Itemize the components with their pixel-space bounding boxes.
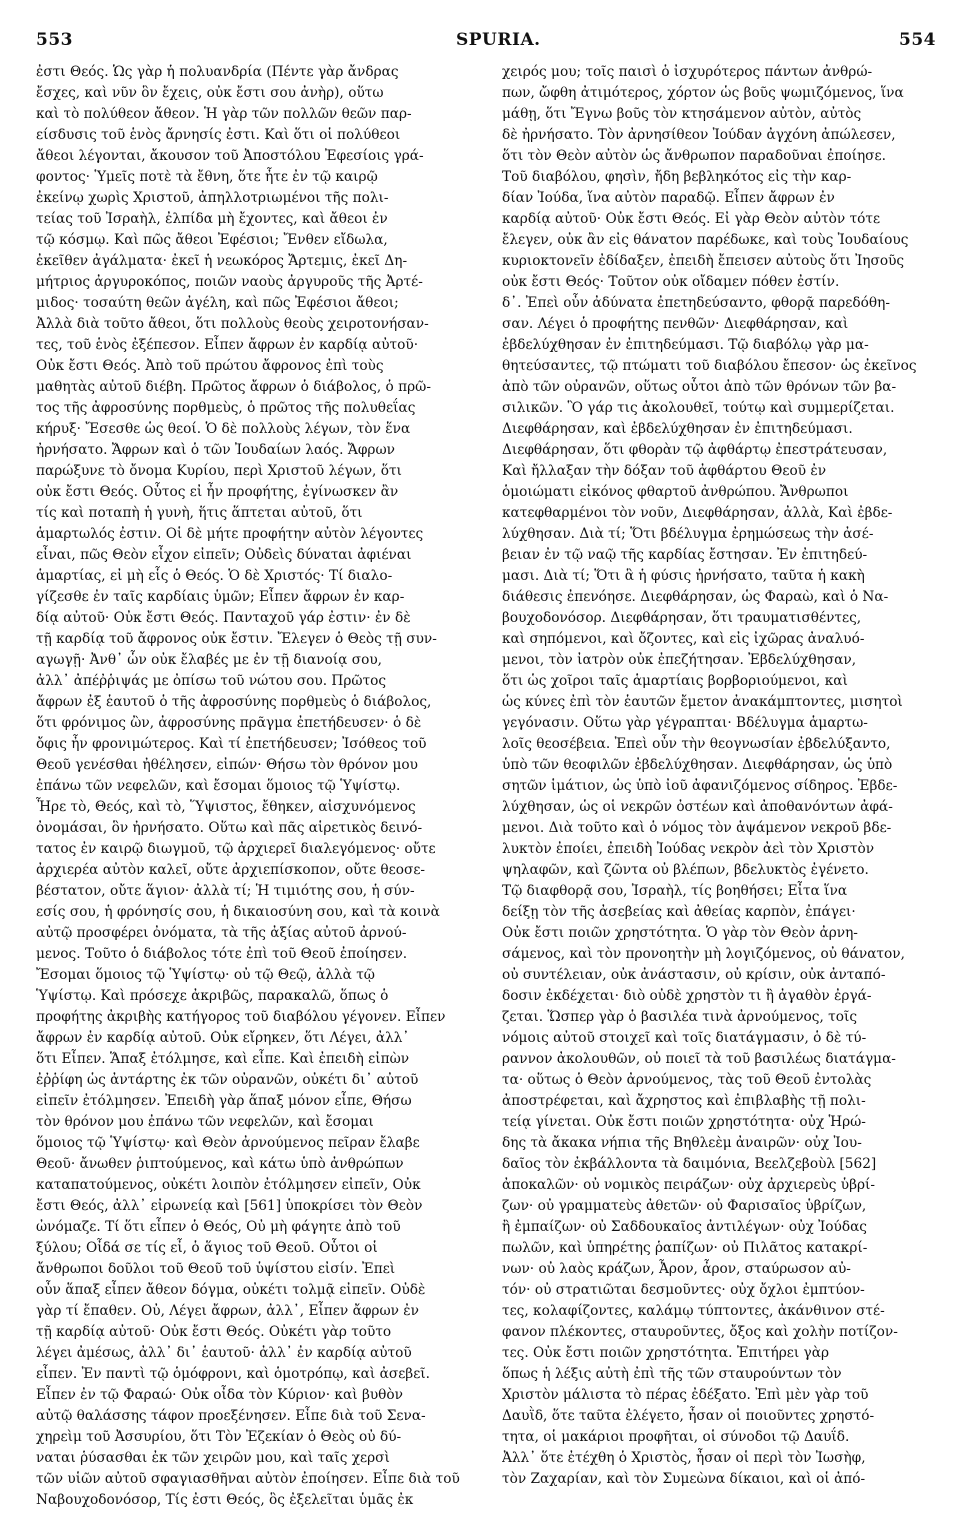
text-line: φανον πλέκοντες, σταυροῦντες, ὄξος καὶ χολὴν ποτίζον- [502,1324,898,1340]
text-line: σητῶν ἱμάτιον, ὡς ὑπὸ ἰοῦ ἀφανιζόμενος σίδηρος. Ἐβδε- [502,778,898,794]
text-line: λύχθησαν. Διὰ τί; Ὅτι βδέλυγμα ἐρημώσεως τὴν ἀσέ- [502,526,874,542]
text-line: Διεφθάρησαν, ὅτι φθορὰν τῷ ἀφθάρτῳ ἐπεστράτευσαν, [502,442,888,458]
text-line: δίᾳ αὐτοῦ· Οὐκ ἔστι Θεός. Πανταχοῦ γάρ ἐστιν· ἐν δὲ [36,610,411,626]
text-line: εἶπεν. Ἐν παντὶ τῷ ὁμόφρονι, καὶ ὁμοτρόπῳ, καὶ ἀσεβεῖ. [36,1366,431,1382]
text-line: ψηλαφῶν, καὶ ζῶντα οὐ βλέπων, βδελυκτὸς ἐγένετο. [502,862,869,878]
text-line: ἐκείνῳ χωρὶς Χριστοῦ, ἀπηλλοτριωμένοι τῆς πολι- [36,190,389,206]
text-line: τόν· οὐ στρατιῶται δεσμοῦντες· οὐχ ὄχλοι ἐμπτύον- [502,1282,865,1298]
text-line: τες, κολαφίζοντες, καλάμῳ τύπτοντες, ἀκάνθινον στέ- [502,1303,885,1319]
text-line: λύχθησαν, ὡς οἱ νεκρῶν ὀστέων καὶ ἀποθανόντων ἀφά- [502,799,893,815]
text-line: Ἦρε τὸ, Θεός, καὶ τὸ, Ὕψιστος, ἔθηκεν, αἰσχυνόμενος [36,799,416,815]
text-line: καὶ σηπόμενοι, καὶ ὄζοντες, καὶ εἰς ἰχῶρας ἀναλυό- [502,631,865,647]
text-line: καὶ τὸ πολύθεον ἄθεον. Ἡ γὰρ τῶν πολλῶν θεῶν παρ- [36,106,412,122]
text-line: τες. Οὐκ ἔστι ποιῶν χρηστότητα. Ἐπιτήρει γὰρ [502,1345,830,1361]
text-line: αὐτῷ θαλάσσης τάφον προεξένησεν. Εἶπε διὰ τοῦ Σενα- [36,1408,426,1424]
text-line: ὄφις ἦν φρονιμώτερος. Καὶ τί ἐπετήδευσεν; Ἰσόθεος τοῦ [36,736,427,752]
text-line: ὡς κύνες ἐπὶ τὸν ἑαυτῶν ἔμετον ἀνακάμπτοντες, μισητοὶ [502,694,903,710]
text-line: ἀποστρέφεται, καὶ ἄχρηστος καὶ ἐπιβλαβὴς τῇ πολι- [502,1093,866,1109]
text-line: εἰπεῖν ἐτόλμησεν. Ἐπειδὴ γὰρ ἅπαξ μόνον εἶπε, Θήσω [36,1093,412,1109]
text-line: ἁμαρτίας, εἰ μὴ εἷς ὁ Θεός. Ὁ δὲ Χριστός· Τί διαλο- [36,568,393,584]
text-line: σιλικῶν. Ὃ γάρ τις ἀκολουθεῖ, τούτῳ καὶ συμμερίζεται. [502,400,895,416]
text-line: τος τῆς ἀφροσύνης πορθμεὺς, ὁ πρῶτος τῆς πολυθεΐας [36,400,416,416]
text-line: οὐ συντέλειαν, οὐκ ἀνάστασιν, οὐ κρίσιν, οὐκ ἀνταπό- [502,967,886,983]
text-line: χειρός μου; τοῖς παισὶ ὁ ἰσχυρότερος πάντων ἀνθρώ- [502,64,873,80]
text-line: μασι. Διὰ τί; Ὅτι ἃ ἡ φύσις ἠρνήσατο, ταῦτα ἡ κακὴ [502,568,865,584]
text-line: βειαν ἐν τῷ ναῷ τῆς καρδίας ἔστησαν. Ἐν ἐπιτηδεύ- [502,547,868,563]
text-line: ὁμοιώματι εἰκόνος φθαρτοῦ ἀνθρώπου. Ἄνθρωποι [502,484,849,500]
text-line: Δαυῒδ, ὅτε ταῦτα ἐλέγετο, ἦσαν οἱ ποιοῦντες χρηστό- [502,1408,875,1424]
text-line: εσίς σου, ἡ φρόνησίς σου, ἡ δικαιοσύνη σου, καὶ τὰ κοινὰ [36,904,440,920]
text-line: ζεται. Ὥσπερ γὰρ ὁ βασιλέα τινὰ ἀρνούμενος, τοῖς [502,1009,857,1025]
text-line: τὸν θρόνον μου ἐπάνω τῶν νεφελῶν, καὶ ἔσομαι [36,1114,374,1130]
text-line: καταπατούμενος, οὐκέτι λοιπὸν ἐτόλμησεν εἰπεῖν, Οὐκ [36,1177,421,1193]
text-line: κατεφθαρμένοι τὸν νοῦν, Διεφθάρησαν, ἀλλὰ, Καὶ ἐβδε- [502,505,893,521]
text-line: Ἀλλ᾽ ὅτε ἐτέχθη ὁ Χριστὸς, ἦσαν οἱ περὶ τὸν Ἰωσὴφ, [502,1450,866,1466]
text-line: ἁμαρτωλός ἐστιν. Οἱ δὲ μήτε προφήτην αὐτὸν λέγοντες [36,526,424,542]
text-line: γεγόνασιν. Οὕτω γὰρ γέγραπται· Βδέλυγμα ἁμαρτω- [502,715,868,731]
text-line: Εἶπεν ἐν τῷ Φαραώ· Οὐκ οἶδα τὸν Κύριον· καὶ βυθὸν [36,1387,403,1403]
text-line: γὰρ τί ἔπαθεν. Οὐ, Λέγει ἄφρων, ἀλλ᾽, Εἶπεν ἄφρων ἐν [36,1303,419,1319]
text-line: ξύλου; Οἶδά σε τίς εἶ, ὁ ἅγιος τοῦ Θεοῦ. Οὗτοι οἱ [36,1240,378,1256]
text-line: Οὐκ ἔστι Θεός. Ἀπὸ τοῦ πρώτου ἄφρονος ἐπὶ τοὺς [36,358,384,374]
text-line: ὅμοιος τῷ Ὑψίστῳ· καὶ Θεὸν ἀρνούμενος πεῖραν ἔλαβε [36,1135,420,1151]
text-line: ἄθεοι λέγονται, ἄκουσον τοῦ Ἀποστόλου Ἐφεσίοις γρά- [36,148,424,164]
text-line: κήρυξ· Ἔσεσθε ὡς θεοί. Ὁ δὲ πολλοὺς λέγων, τὸν ἕνα [36,421,411,437]
text-line: καρδίᾳ αὐτοῦ· Οὐκ ἔστι Θεός. Εἰ γὰρ Θεὸν αὐτὸν τότε [502,211,881,227]
text-line: μιδος· τοσαύτη θεῶν ἀγέλη, καὶ πῶς Ἐφέσιοι ἄθεοι; [36,295,399,311]
text-line: ἐκεῖθεν ἀγάλματα· ἐκεῖ ἡ νεωκόρος Ἄρτεμις, ἐκεῖ Δη- [36,253,408,269]
text-line: διάθεσις ἐπενόησε. Διεφθάρησαν, ὡς Φαραὼ, καὶ ὁ Να- [502,589,889,605]
text-line: ζων· οὐ γραμματεὺς ἀθετῶν· οὐ Φαρισαῖος ὑβρίζων, [502,1198,867,1214]
page-header [36,30,936,54]
text-line: τῇ καρδίᾳ αὐτοῦ· Οὐκ ἔστι Θεός. Οὐκέτι γὰρ τοῦτο [36,1324,392,1340]
text-line: οὖν ἅπαξ εἶπεν ἄθεον δόγμα, οὐκέτι τολμᾷ εἰπεῖν. Οὐδὲ [36,1282,426,1298]
text-line: μάθῃ, ὅτι Ἔγνω βοῦς τὸν κτησάμενον αὐτὸν, αὐτὸς [502,106,862,122]
text-line: Θεοῦ· ἄνωθεν ῥιπτούμενος, καὶ κάτω ὑπὸ ἀνθρώπων [36,1156,404,1172]
text-line: Τοῦ διαβόλου, φησὶν, ἤδη βεβληκότος εἰς τὴν καρ- [502,169,852,185]
running-title: SPURIA. [456,30,541,50]
text-line: δείξῃ τὸν τῆς ἀσεβείας καὶ ἀθείας καρπὸν, ἐπάγει· [502,904,856,920]
text-line: ἄφρων ἐξ ἑαυτοῦ ὁ τῆς ἀφροσύνης πορθμεὺς ὁ διάβολος, [36,694,432,710]
text-line: ἠρνήσατο. Ἄφρων καὶ ὁ τῶν Ἰουδαίων λαός. Ἄφρων [36,442,395,458]
text-line: τες, τοῦ ἑνὸς ἐξέπεσον. Εἶπεν ἄφρων ἐν καρδίᾳ αὐτοῦ· [36,337,419,353]
text-line: Τῷ διαφθορᾷ σου, Ἰσραὴλ, τίς βοηθήσει; Εἶτα ἵνα [502,883,848,899]
text-line: ἢ ἐμπαίζων· οὐ Σαδδουκαῖος ἀντιλέγων· οὐχ Ἰούδας [502,1219,867,1235]
text-line: λυκτὸν ἐποίει, ἐπειδὴ Ἰούδας νεκρὸν ἀεὶ τὸν Χριστὸν [502,841,875,857]
text-line: νόμοις αὐτοῦ στοιχεῖ καὶ τοῖς διατάγμασιν, ὁ δὲ τύ- [502,1030,867,1046]
text-line: κυριοκτονεῖν ἐδίδαξεν, ἐπειδὴ ἔπεισεν αὐτοὺς ὅτι Ἰησοῦς [502,253,905,269]
text-line: ἀποκαλῶν· οὐ νομικὸς πειράζων· οὐχ ἀρχιερεὺς ὑβρί- [502,1177,876,1193]
text-line: Ἀλλὰ διὰ τοῦτο ἄθεοι, ὅτι πολλοὺς θεοὺς χειροτονήσαν- [36,316,429,332]
text-line: ὅπως ἡ λέξις αὐτὴ ἐπὶ τῆς τῶν σταυρούντων τὸν [502,1366,842,1382]
text-line: ἔστι Θεός, ἀλλ᾽ εἰρωνείᾳ καὶ [561] ὑποκρίσει τὸν Θεὸν [36,1198,423,1214]
page-number-right: 554 [899,30,936,50]
text-line: δοσιν ἐκδέχεται· διὸ οὐδὲ χρηστὸν τι ἢ ἀγαθὸν ἐργά- [502,988,872,1004]
text-line: σαν. Λέγει ὁ προφήτης πενθῶν· Διεφθάρησαν, καὶ [502,316,849,332]
text-line: ἔσχες, καὶ νῦν ὃν ἔχεις, οὐκ ἔστι σου ἀνὴρ), οὕτω [36,85,384,101]
text-line: Οὐκ ἔστι ποιῶν χρηστότητα. Ὁ γὰρ τὸν Θεὸν ἀρνη- [502,925,858,941]
text-line: τατος ἐν καιρῷ διωγμοῦ, τῷ ἀρχιερεῖ διαλεγόμενος· οὔτε [36,841,436,857]
text-line: τείας τοῦ Ἰσραὴλ, ἐλπίδα μὴ ἔχοντες, καὶ ἄθεοι ἐν [36,211,388,227]
text-line: ἐστι Θεός. Ὡς γὰρ ἡ πολυανδρία (Πέντε γὰρ ἄνδρας [36,64,399,80]
text-line: τίς καὶ ποταπὴ ἡ γυνὴ, ἥτις ἅπτεται αὐτοῦ, ὅτι [36,505,363,521]
text-line: ὅτι φρόνιμος ὢν, ἀφροσύνης πρᾶγμα ἐπετήδευσεν· ὁ δὲ [36,715,422,731]
text-line: πωλῶν, καὶ ὑπηρέτης ῥαπίζων· οὐ Πιλᾶτος κατακρί- [502,1240,868,1256]
text-line: παρώξυνε τὸ ὄνομα Κυρίου, περὶ Χριστοῦ λέγων, ὅτι [36,463,402,479]
text-line: τῇ καρδίᾳ τοῦ ἄφρονος οὐκ ἔστιν. Ἔλεγεν ὁ Θεὸς τῇ συν- [36,631,437,647]
text-line: τῶν υἱῶν αὐτοῦ σφαγιασθῆναι αὐτὸν ἐποίησεν. Εἶπε διὰ τοῦ [36,1471,460,1487]
text-line: ἀπὸ τῶν οὐρανῶν, οὕτως οὗτοι ἀπὸ τῶν θρόνων τῶν βα- [502,379,897,395]
text-line: βουχοδονόσορ. Διεφθάρησαν, ὅτι τραυματισθέντες, [502,610,862,626]
text-line: ἔλεγεν, οὐκ ἂν εἰς θάνατον παρέδωκε, καὶ τοὺς Ἰουδαίους [502,232,909,248]
text-line: λοῖς θεοσέβεια. Ἐπεὶ οὖν τὴν θεογνωσίαν ἐβδελύξαντο, [502,736,891,752]
text-line: τὸν Ζαχαρίαν, καὶ τὸν Συμεὼνα δίκαιοι, καὶ οἱ ἀπό- [502,1471,866,1487]
text-line: μενοι. Διὰ τοῦτο καὶ ὁ νόμος τὸν ἁψάμενον νεκροῦ βδε- [502,820,892,836]
text-line: Ναβουχοδονόσορ, Τίς ἐστι Θεός, ὃς ἐξελεῖται ὑμᾶς ἐκ [36,1492,414,1508]
text-line: φοντος· Ὑμεῖς ποτὲ τὰ ἔθνη, ὅτε ἦτε ἐν τῷ καιρῷ [36,169,378,185]
text-line: δ᾽. Ἐπεὶ οὖν ἀδύνατα ἐπετηδεύσαντο, φθορᾷ παρεδόθη- [502,295,890,311]
text-line: μενος. Τοῦτο ὁ διάβολος τότε ἐπὶ τοῦ Θεοῦ ἐποίησεν. [36,946,408,962]
text-line: ἄφρων ἐν καρδίᾳ αὐτοῦ. Οὐκ εἴρηκεν, ὅτι Λέγει, ἀλλ᾽ [36,1030,410,1046]
text-line: ὑπὸ τῶν θεοφιλῶν ἐβδελύχθησαν. Διεφθάρησαν, ὡς ὑπὸ [502,757,893,773]
text-line: ἀλλ᾽ ἀπέῤῥιψάς με ὀπίσω τοῦ νώτου σου. Πρῶτος [36,673,387,689]
text-line: τα· οὕτως ὁ Θεὸν ἀρνούμενος, τὰς τοῦ Θεοῦ ἐντολὰς [502,1072,872,1088]
text-line: Διεφθάρησαν, καὶ ἐβδελύχθησαν ἐν ἐπιτηδεύμασι. [502,421,853,437]
text-line: είσδυσις τοῦ ἑνὸς ἄρνησίς ἐστι. Καὶ ὅτι οἱ πολύθεοι [36,127,401,143]
text-line: δης τὰ ἄκακα νήπια τῆς Βηθλεὲμ ἀναιρῶν· οὐχ Ἰου- [502,1135,862,1151]
text-line: Ὑψίστῳ. Καὶ πρόσεχε ἀκριβῶς, παρακαλῶ, ὅπως ὁ [36,988,389,1004]
text-line: μενοι, τὸν ἰατρὸν οὐκ ἐπεζήτησαν. Ἐβδελύχθησαν, [502,652,857,668]
text-line: οὐκ ἔστι Θεός. Οὗτος εἰ ἦν προφήτης, ἐγίνωσκεν ἂν [36,484,399,500]
text-line: Θεοῦ γενέσθαι ἠθέλησεν, εἰπών· Θήσω τὸν θρόνον μου [36,757,418,773]
text-line: ὅτι τὸν Θεὸν αὐτὸν ὡς ἄνθρωπον παραδοῦναι ἐποίησε. [502,148,886,164]
text-line: θητεύσαντες, τῷ πτώματι τοῦ διαβόλου ἔπεσον· ὡς ἐκεῖνος [502,358,917,374]
text-line: Ἔσομαι ὅμοιος τῷ Ὑψίστῳ· οὐ τῷ Θεῷ, ἀλλὰ τῷ [36,967,375,983]
text-line: Χριστὸν μάλιστα τὸ πέρας ἐδέξατο. Ἐπὶ μὲν γὰρ τοῦ [502,1387,869,1403]
text-line: ὅτι Εἶπεν. Ἅπαξ ἐτόλμησε, καὶ εἶπε. Καὶ ἐπειδὴ εἰπὼν [36,1051,410,1067]
text-line: αγωγῇ· Ἀνθ᾽ ὧν οὐκ ἔλαβές με ἐν τῇ διανοίᾳ σου, [36,652,382,668]
text-line: δαῖος τὸν ἐκβάλλοντα τὰ δαιμόνια, Βεελζεβοὺλ [562] [502,1156,877,1172]
text-line: ἐῤῥίφη ὡς ἀντάρτης ἐκ τῶν οὐρανῶν, οὐκέτι δι᾽ αὐτοῦ [36,1072,419,1088]
text-line: πων, ὤφθη ἀτιμότερος, χόρτον ὡς βοῦς ψωμιζόμενος, ἵνα [502,85,904,101]
text-line: μήτριος ἀργυροκόπος, ποιῶν ναοὺς ἀργυροῦς τῆς Ἀρτέ- [36,274,423,290]
text-line: ὀνομάσαι, ὃν ἠρνήσατο. Οὕτω καὶ πᾶς αἱρετικὸς δεινό- [36,820,423,836]
text-line: ναται ῥύσασθαι ἐκ τῶν χειρῶν μου, καὶ ταῖς χερσὶ [36,1450,390,1466]
text-line: νων· οὐ λαὸς κράζων, Ἆρον, ἆρον, σταύρωσον αὐ- [502,1261,851,1277]
page-number-left: 553 [36,30,73,50]
text-line: γίζεσθε ἐν ταῖς καρδίαις ὑμῶν; Εἶπεν ἄφρων ἐν καρ- [36,589,405,605]
text-line: ραννον ἀκολουθῶν, οὐ ποιεῖ τὰ τοῦ βασιλέως διατάγμα- [502,1051,896,1067]
text-line: ἐβδελύχθησαν ἐν ἐπιτηδεύμασι. Τῷ διαβόλῳ γὰρ μα- [502,337,869,353]
text-line: τητα, οἱ μακάριοι προφῆται, οἱ σύνοδοι τῷ Δαυΐδ. [502,1429,850,1445]
text-line: προφήτης ἀκριβὴς κατήγορος τοῦ διαβόλου γέγονεν. Εἶπεν [36,1009,446,1025]
text-line: ὠνόμαζε. Τί ὅτι εἶπεν ὁ Θεός, Οὐ μὴ φάγητε ἀπὸ τοῦ [36,1219,401,1235]
text-line: τείᾳ γίνεται. Οὐκ ἔστι ποιῶν χρηστότητα· οὐχ Ἡρώ- [502,1114,866,1130]
text-line: αὐτῷ προσφέρει ὀνόματα, τὰ τῆς ἀξίας αὐτοῦ ἀρνού- [36,925,407,941]
text-line: ἄνθρωποι δοῦλοι τοῦ Θεοῦ τοῦ ὑψίστου εἰσίν. Ἐπεὶ [36,1261,396,1277]
text-line: ἀρχιερέα αὐτὸν καλεῖ, οὔτε ἀρχιεπίσκοπον, οὔτε θεοσε- [36,862,426,878]
text-line: βέστατον, οὔτε ἅγιον· ἀλλὰ τί; Ἡ τιμιότης σου, ἡ σύν- [36,883,415,899]
text-line: μαθητὰς αὐτοῦ διέβη. Πρῶτος ἄφρων ὁ διάβολος, ὁ πρῶ- [36,379,431,395]
text-line: εἶναι, πῶς Θεὸν εἶχον εἰπεῖν; Οὐδεὶς δύναται ἀφιέναι [36,547,412,563]
text-line: λέγει ἀμέσως, ἀλλ᾽ δι᾽ ἑαυτοῦ· ἀλλ᾽ ἐν καρδίᾳ αὐτοῦ [36,1345,412,1361]
text-line: δίαν Ἰούδα, ἵνα αὐτὸν παραδῷ. Εἶπεν ἄφρων ἐν [502,190,835,206]
right-column [502,62,932,1490]
text-line: ὅτι ὡς χοῖροι ταῖς ἁμαρτίαις βορβοριούμενοι, καὶ [502,673,848,689]
text-line: σάμενος, καὶ τὸν προνοητὴν μὴ λογιζόμενος, οὐ θάνατον, [502,946,905,962]
left-column [36,62,466,1511]
text-line: δὲ ἠρνήσατο. Τὸν ἀρνησίθεον Ἰούδαν ἀγχόνη ἀπώλεσεν, [502,127,896,143]
text-line: ἐπάνω τῶν νεφελῶν, καὶ ἔσομαι ὅμοιος τῷ Ὑψίστῳ. [36,778,401,794]
text-line: χηρεὶμ τοῦ Ἀσσυρίου, ὅτι Τὸν Ἐζεκίαν ὁ Θεὸς οὐ δύ- [36,1429,402,1445]
text-line: Καὶ ἤλλαξαν τὴν δόξαν τοῦ ἀφθάρτου Θεοῦ ἐν [502,463,827,479]
text-line: οὐκ ἔστι Θεός· Τοῦτον οὐκ οἴδαμεν πόθεν ἐστίν. [502,274,840,290]
text-line: τῷ κόσμῳ. Καὶ πῶς ἄθεοι Ἐφέσιοι; Ἔνθεν εἴδωλα, [36,232,388,248]
